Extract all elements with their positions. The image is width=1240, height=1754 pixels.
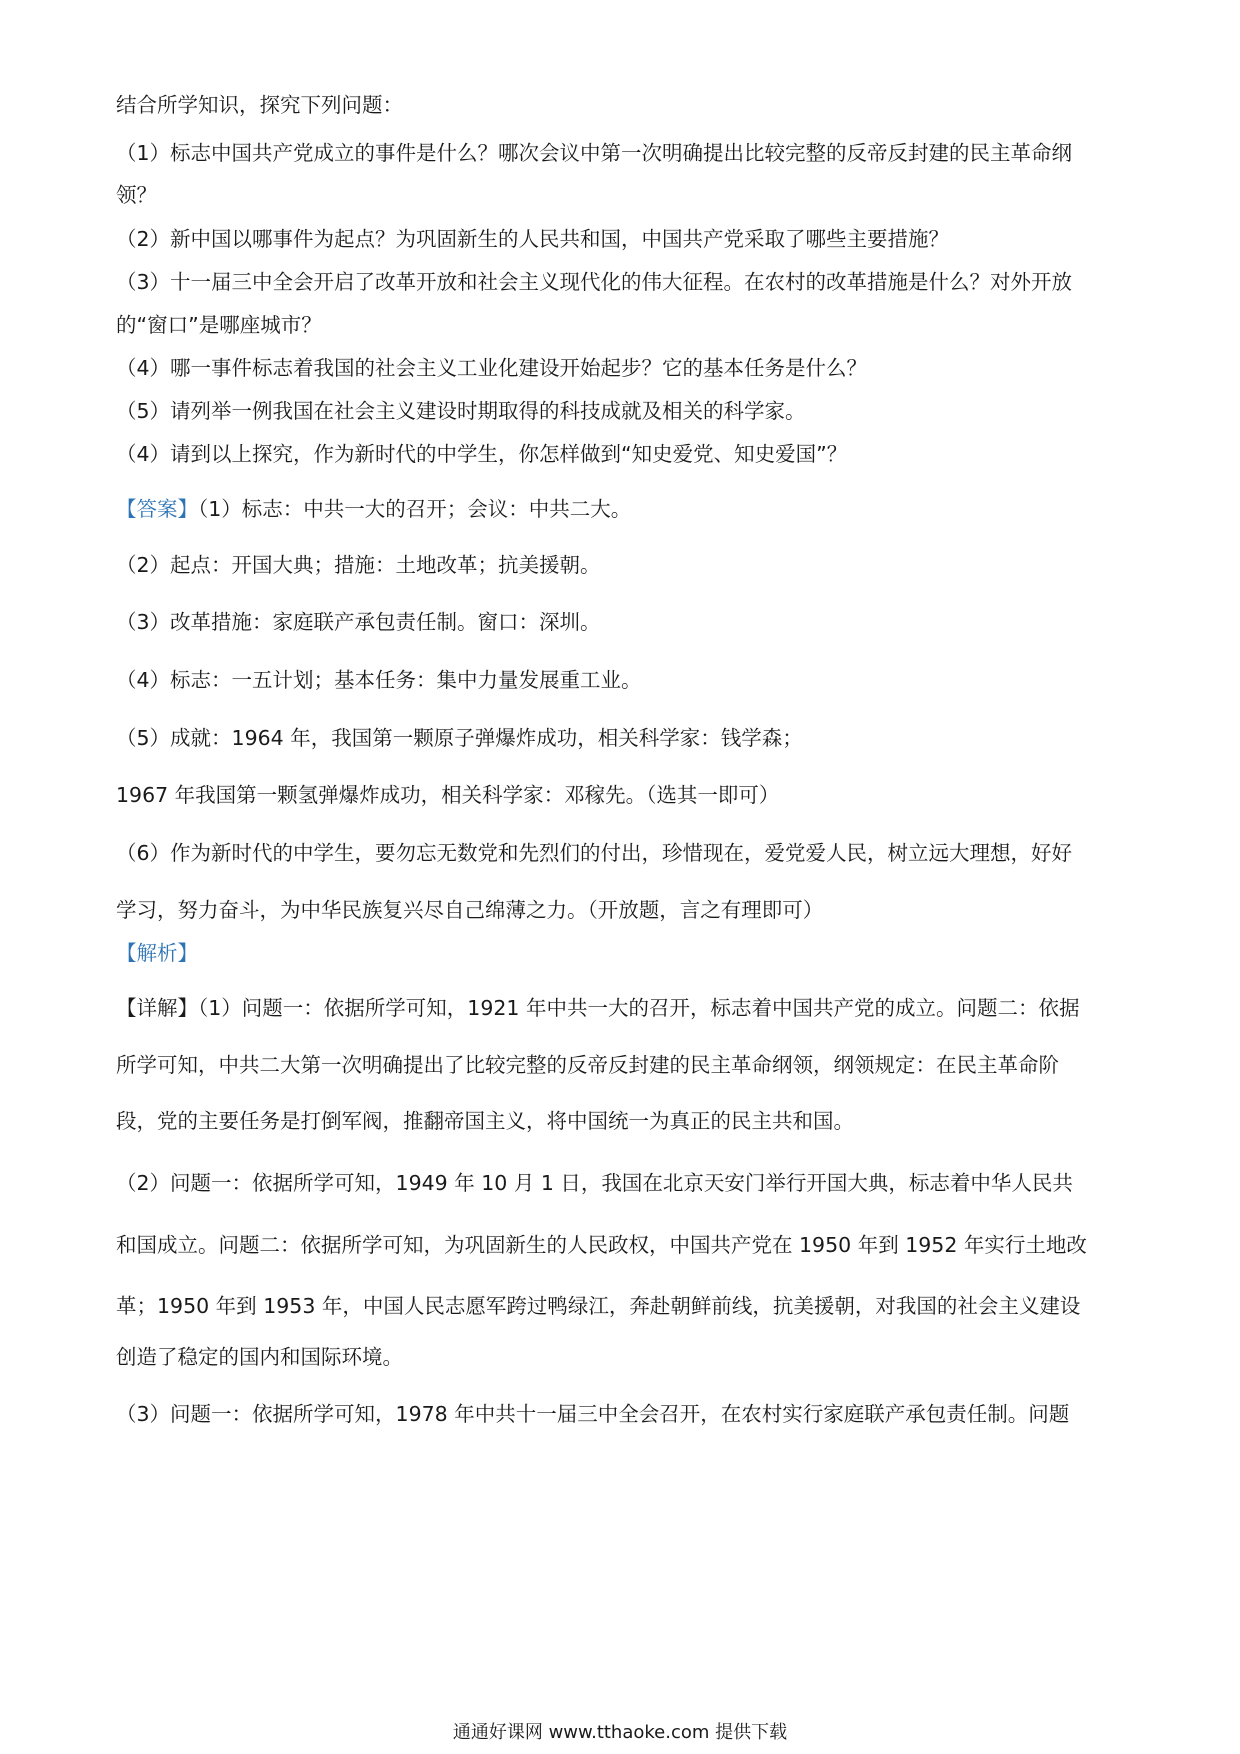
question-line: 的“窗口”是哪座城市？ [116,313,322,337]
detail-line: 创造了稳定的国内和国际环境。 [116,1345,403,1369]
answer-line: 学习，努力奋斗，为中华民族复兴尽自己绵薄之力。（开放题，言之有理即可） [116,898,824,922]
answer-line: （6）作为新时代的中学生，要勿忘无数党和先烈们的付出，珍惜现在，爱党爱人民，树立远大理想，好好 [116,841,1073,865]
detail-line: 所学可知，中共二大第一次明确提出了比较完整的反帝反封建的民主革命纲领，纲领规定：在民主革命阶 [116,1053,1059,1077]
detail-line: 革；1950 年到 1953 年，中国人民志愿军跨过鸭绿江，奔赴朝鲜前线，抗美援朝，对我国的社会主义建设 [116,1294,1081,1318]
intro-line: 结合所学知识，探究下列问题： [116,93,403,117]
answer-line: 1967 年我国第一颗氢弹爆炸成功，相关科学家：邓稼先。（选其一即可） [116,783,780,807]
question-line: （1）标志中国共产党成立的事件是什么？哪次会议中第一次明确提出比较完整的反帝反封建的民主革命纲 [116,141,1073,165]
question-line: （2）新中国以哪事件为起点？为巩固新生的人民共和国，中国共产党采取了哪些主要措施？ [116,227,950,251]
page-footer: 通通好课网 www.tthaoke.com 提供下载 [452,1722,788,1743]
question-line: （3）十一届三中全会开启了改革开放和社会主义现代化的伟大征程。在农村的改革措施是什么？对外开放 [116,270,1073,294]
question-line: （4）哪一事件标志着我国的社会主义工业化建设开始起步？它的基本任务是什么？ [116,356,868,380]
detail-line: （2）问题一：依据所学可知，1949 年 10 月 1 日，我国在北京天安门举行开国大典，标志着中华人民共 [116,1171,1073,1195]
question-line: 领？ [116,183,157,207]
detail-line: 【详解】（1）问题一：依据所学可知，1921 年中共一大的召开，标志着中国共产党的成立。问题二：依据 [116,996,1080,1020]
detail-line: 和国成立。问题二：依据所学可知，为巩固新生的人民政权，中国共产党在 1950 年到 1952 年实行土地改 [116,1233,1087,1257]
question-line: （4）请到以上探究，作为新时代的中学生，你怎样做到“知史爱党、知史爱国”？ [116,442,848,466]
detail-line: （3）问题一：依据所学可知，1978 年中共十一届三中全会召开，在农村实行家庭联产承包责任制。问题 [116,1402,1070,1426]
detail-line: 段，党的主要任务是打倒军阀，推翻帝国主义，将中国统一为真正的民主共和国。 [116,1109,854,1133]
answer-line: （4）标志：一五计划；基本任务：集中力量发展重工业。 [116,668,642,692]
answer-line [116,494,1132,524]
answer-line: （2）起点：开国大典；措施：土地改革；抗美援朝。 [116,553,601,577]
analysis-tag: 【解析】 [116,941,198,965]
question-line: （5）请列举一例我国在社会主义建设时期取得的科技成就及相关的科学家。 [116,399,806,423]
answer-tag: 【答案】 [116,497,198,521]
answer-line: （3）改革措施：家庭联产承包责任制。窗口：深圳。 [116,610,601,634]
answer-text: （1）标志：中共一大的召开；会议：中共二大。 [198,497,632,521]
answer-line: （5）成就：1964 年，我国第一颗原子弹爆炸成功，相关科学家：钱学森； [116,726,803,750]
